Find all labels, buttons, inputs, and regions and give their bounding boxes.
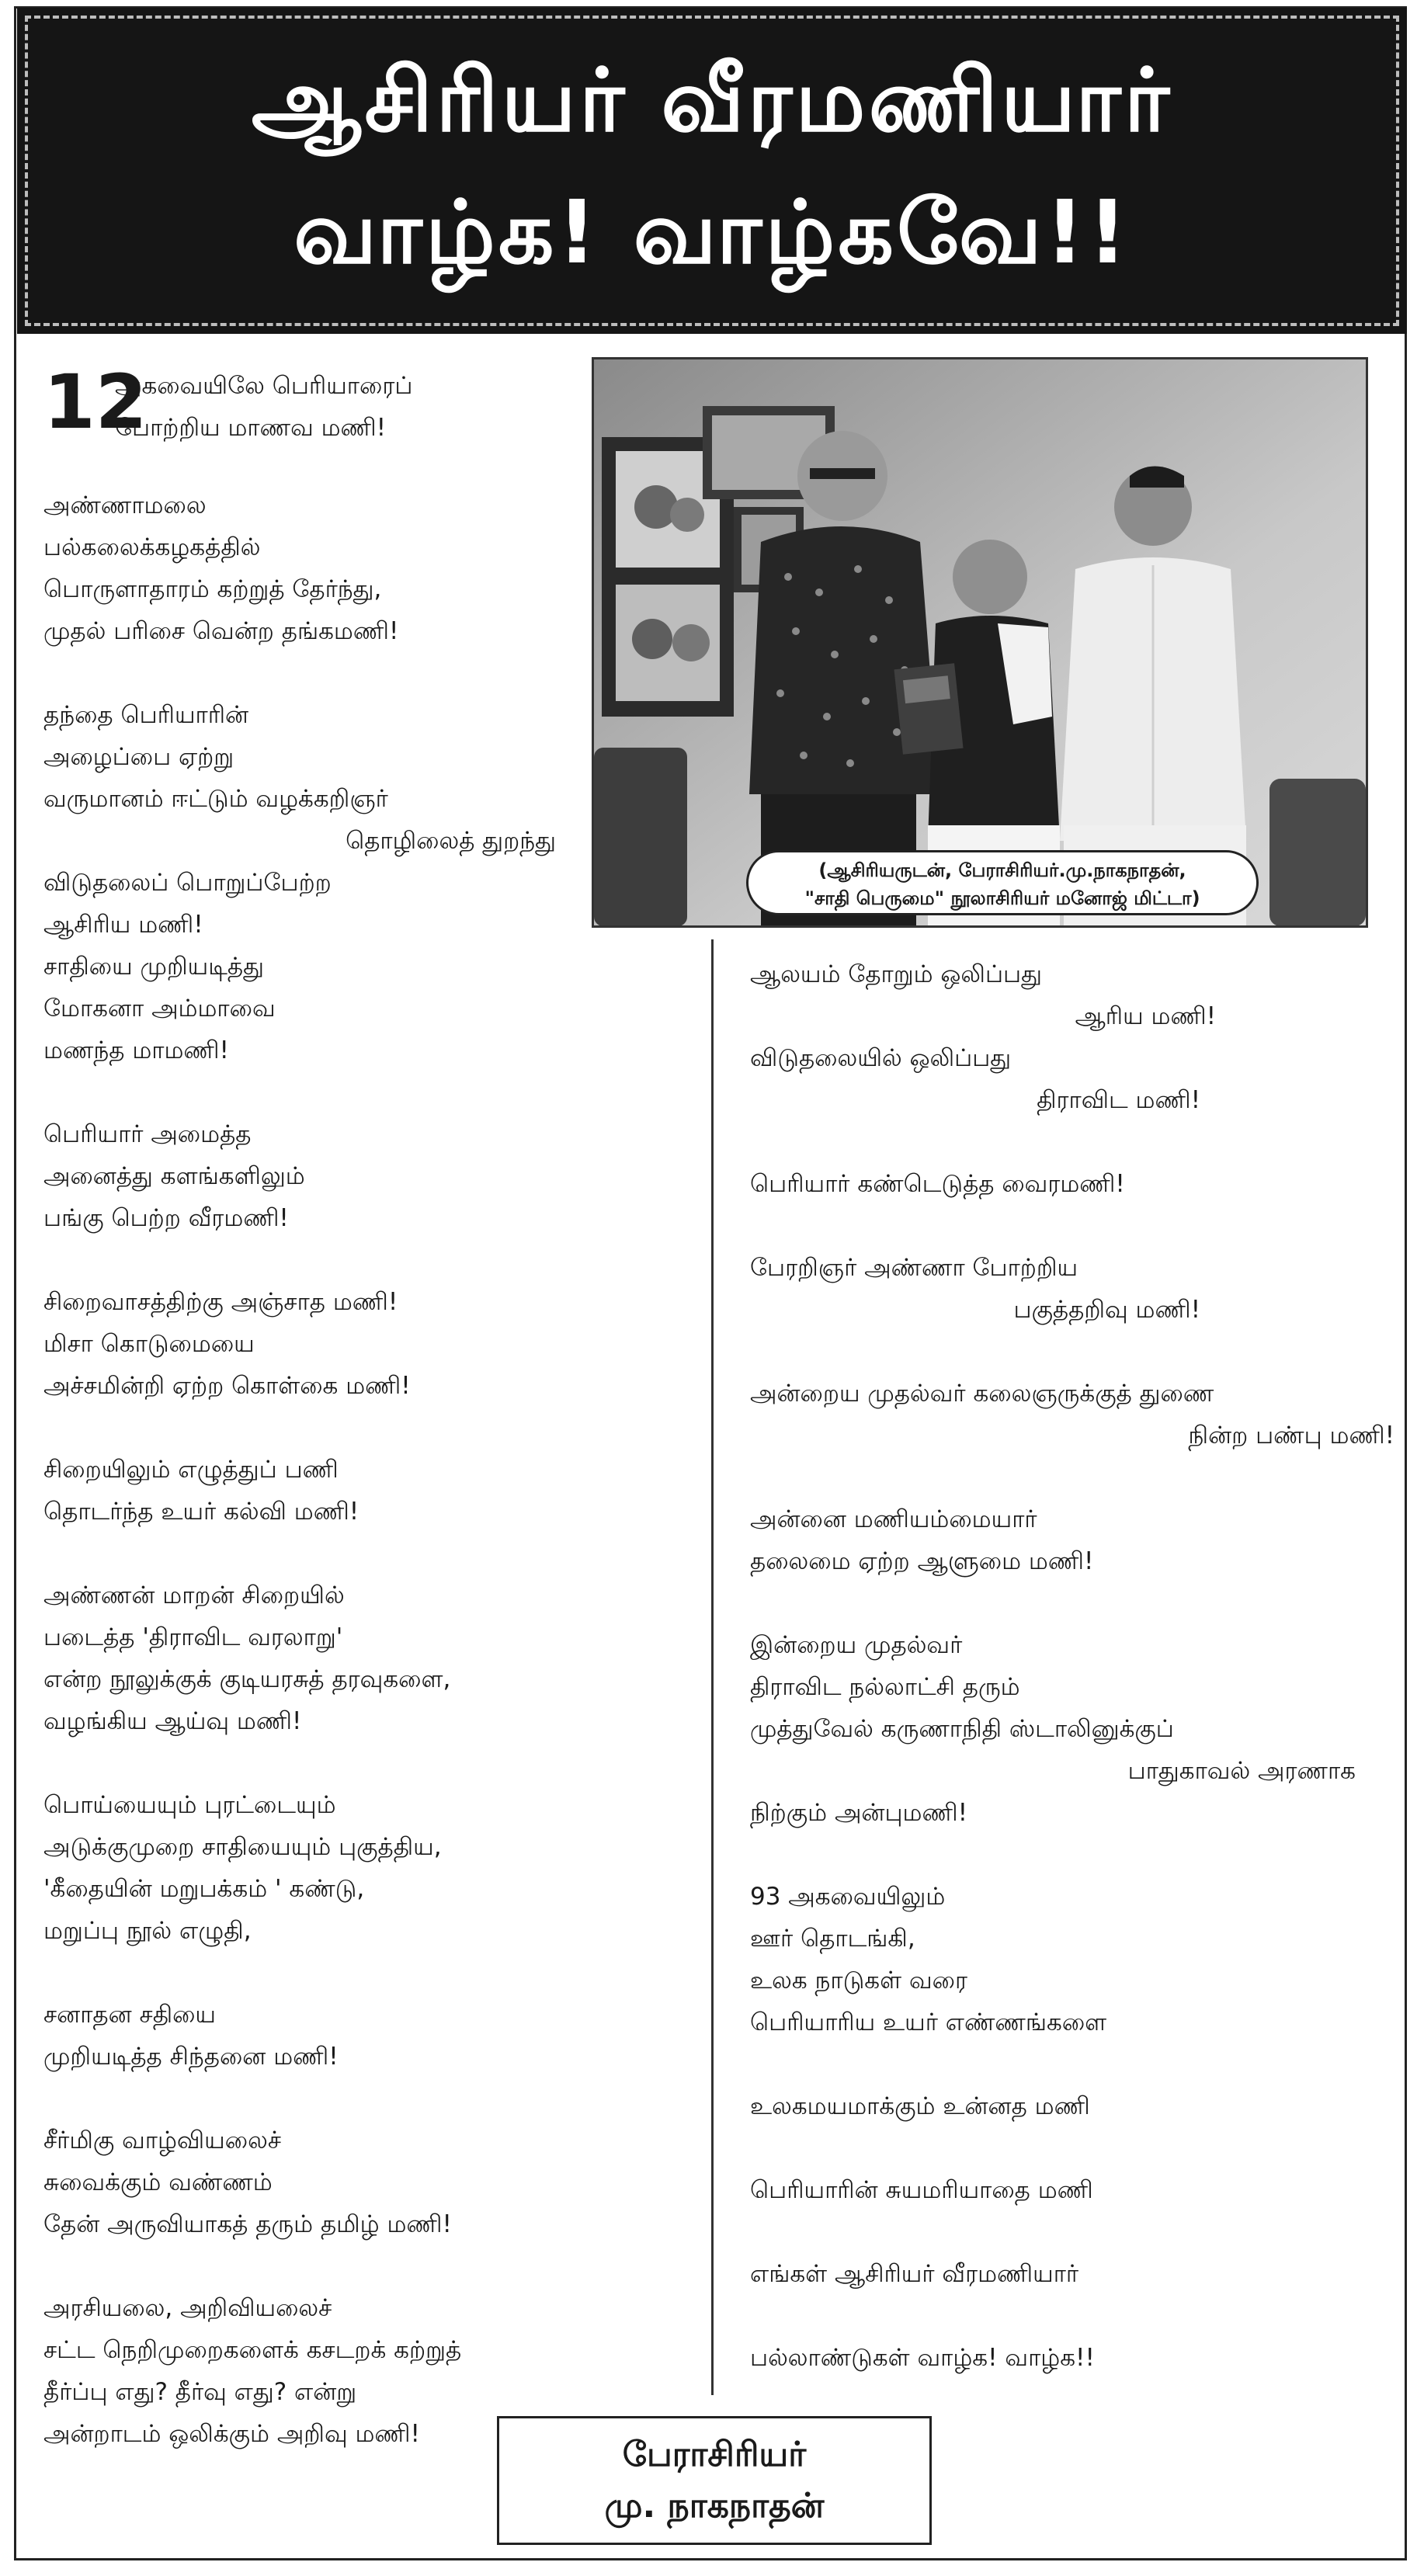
verse-line: உலகமயமாக்கும் உன்னத மணி xyxy=(750,2092,1090,2120)
caption-line-1: (ஆசிரியருடன், பேராசிரியர்.மு.நாகநாதன், xyxy=(818,859,1186,881)
verse-line: முறியடித்த சிந்தனை மணி! xyxy=(43,2043,339,2071)
verse-line: உலக நாடுகள் வரை xyxy=(750,1967,967,1994)
verse-line: அண்ணன் மாறன் சிறையில் xyxy=(43,1581,345,1609)
caption-line-2: "சாதி பெருமை" நூலாசிரியர் மனோஜ் மிட்டா) xyxy=(804,887,1200,909)
verse-line: சுவைக்கும் வண்ணம் xyxy=(43,2168,273,2196)
verse-line: அனைத்து களங்களிலும் xyxy=(43,1162,305,1190)
verse-line: தீர்ப்பு எது? தீர்வு எது? என்று xyxy=(43,2378,357,2406)
verse-line: அடுக்குமுறை சாதியையும் புகுத்திய, xyxy=(43,1833,442,1861)
verse-line: அரசியலை, அறிவியலைச் xyxy=(43,2294,332,2322)
verse-line: தேன் அருவியாகத் தரும் தமிழ் மணி! xyxy=(43,2210,452,2238)
verse-line: என்ற நூலுக்குக் குடியரசுத் தரவுகளை, xyxy=(43,1665,451,1693)
left-poem xyxy=(43,359,556,2455)
verse-line: பெரியார் கண்டெடுத்த வைரமணி! xyxy=(750,1170,1125,1198)
verse-line: பகுத்தறிவு மணி! xyxy=(1013,1296,1200,1324)
verse-line: தலைமை ஏற்ற ஆளுமை மணி! xyxy=(750,1547,1094,1575)
photo-three-men xyxy=(592,357,1368,928)
right-poem xyxy=(750,953,1394,2379)
verse-line: சனாதன சதியை xyxy=(43,2001,217,2029)
verse-line: சிறையிலும் எழுத்துப் பணி xyxy=(43,1456,339,1484)
verse-line: பல்கலைக்கழகத்தில் xyxy=(43,533,261,561)
verse-line: மிசா கொடுமையை xyxy=(43,1330,255,1358)
photo-caption xyxy=(746,850,1259,915)
verse-line: ஆரிய மணி! xyxy=(1075,1002,1216,1030)
verse-line: பேரறிஞர் அண்ணா போற்றிய xyxy=(750,1254,1078,1282)
verse-line: மோகனா அம்மாவை xyxy=(43,995,276,1022)
verse-line: 'கீதையின் மறுபக்கம் ' கண்டு, xyxy=(43,1875,365,1903)
verse-line: பொய்யையும் புரட்டையும் xyxy=(43,1791,336,1819)
verse-line: பெரியார் அமைத்த xyxy=(43,1120,252,1148)
verse-line: மறுப்பு நூல் எழுதி, xyxy=(43,1917,252,1945)
verse-line: பெரியாரின் சுயமரியாதை மணி xyxy=(750,2176,1093,2204)
headline-line-1: ஆசிரியர் வீரமணியார் xyxy=(251,50,1173,151)
verse-line: அகவையிலே பெரியாரைப் xyxy=(115,372,413,400)
verse-line: நின்ற பண்பு மணி! xyxy=(1188,1422,1394,1449)
verse-line: வருமானம் ஈட்டும் வழக்கறிஞர் xyxy=(43,785,388,813)
verse-line: வழங்கிய ஆய்வு மணி! xyxy=(43,1707,302,1735)
author-signature-box xyxy=(497,2416,932,2545)
verse-line: திராவிட நல்லாட்சி தரும் xyxy=(750,1673,1020,1701)
verse-line: தொடர்ந்த உயர் கல்வி மணி! xyxy=(43,1498,359,1526)
column-divider xyxy=(711,939,714,2395)
verse-line: பல்லாண்டுகள் வாழ்க! வாழ்க!! xyxy=(750,2344,1095,2372)
poem-opening xyxy=(43,359,556,450)
verse-line: விடுதலையில் ஒலிப்பது xyxy=(750,1044,1012,1072)
verse-line: 93 அகவையிலும் xyxy=(750,1883,946,1911)
verse-line: சட்ட நெறிமுறைகளைக் கசடறக் கற்றுத் xyxy=(43,2336,462,2364)
verse-line: ஆலயம் தோறும் ஒலிப்பது xyxy=(750,960,1042,988)
verse-line: சாதியை முறியடித்து xyxy=(43,953,264,981)
verse-line: பாதுகாவல் அரணாக xyxy=(1127,1757,1356,1785)
verse-line: பங்கு பெற்ற வீரமணி! xyxy=(43,1204,289,1232)
verse-line: சீர்மிகு வாழ்வியலைச் xyxy=(43,2126,281,2154)
verse-line: திராவிட மணி! xyxy=(1037,1086,1200,1114)
verse-line: ஆசிரிய மணி! xyxy=(43,911,203,939)
dropcap-number: 12 xyxy=(43,359,148,446)
headline-banner xyxy=(17,8,1407,334)
verse-line: முத்துவேல் கருணாநிதி ஸ்டாலினுக்குப் xyxy=(750,1715,1174,1743)
verse-line: அன்னை மணியம்மையார் xyxy=(750,1505,1037,1533)
verse-line: அச்சமின்றி ஏற்ற கொள்கை மணி! xyxy=(43,1372,411,1400)
verse-line: படைத்த 'திராவிட வரலாறு' xyxy=(43,1623,343,1651)
verse-line: பெரியாரிய உயர் எண்ணங்களை xyxy=(750,2008,1107,2036)
verse-line: பொருளாதாரம் கற்றுத் தேர்ந்து, xyxy=(43,575,382,603)
verse-line: சிறைவாசத்திற்கு அஞ்சாத மணி! xyxy=(43,1288,398,1316)
verse-line: முதல் பரிசை வென்ற தங்கமணி! xyxy=(43,617,399,645)
author-title: பேராசிரியர் xyxy=(622,2435,807,2474)
verse-line: போற்றிய மாணவ மணி! xyxy=(115,414,387,442)
verse-line: தொழிலைத் துறந்து xyxy=(346,827,556,855)
verse-line: இன்றைய முதல்வர் xyxy=(750,1631,963,1659)
photo-illustration xyxy=(594,359,1366,925)
verse-line: அன்றைய முதல்வர் கலைஞருக்குத் துணை xyxy=(750,1380,1214,1408)
verse-line: அன்றாடம் ஒலிக்கும் அறிவு மணி! xyxy=(43,2420,420,2448)
verse-line: மணந்த மாமணி! xyxy=(43,1036,229,1064)
verse-line: விடுதலைப் பொறுப்பேற்ற xyxy=(43,869,332,897)
author-name: மு. நாகநாதன் xyxy=(604,2486,825,2526)
verse-line: ஊர் தொடங்கி, xyxy=(750,1925,915,1953)
verse-line: அண்ணாமலை xyxy=(43,491,207,519)
verse-line: எங்கள் ஆசிரியர் வீரமணியார் xyxy=(750,2260,1079,2288)
verse-line: தந்தை பெரியாரின் xyxy=(43,701,249,729)
verse-line: நிற்கும் அன்புமணி! xyxy=(750,1799,967,1827)
headline-line-2: வாழ்க! வாழ்கவே!! xyxy=(293,182,1131,283)
verse-line: அழைப்பை ஏற்று xyxy=(43,743,234,771)
